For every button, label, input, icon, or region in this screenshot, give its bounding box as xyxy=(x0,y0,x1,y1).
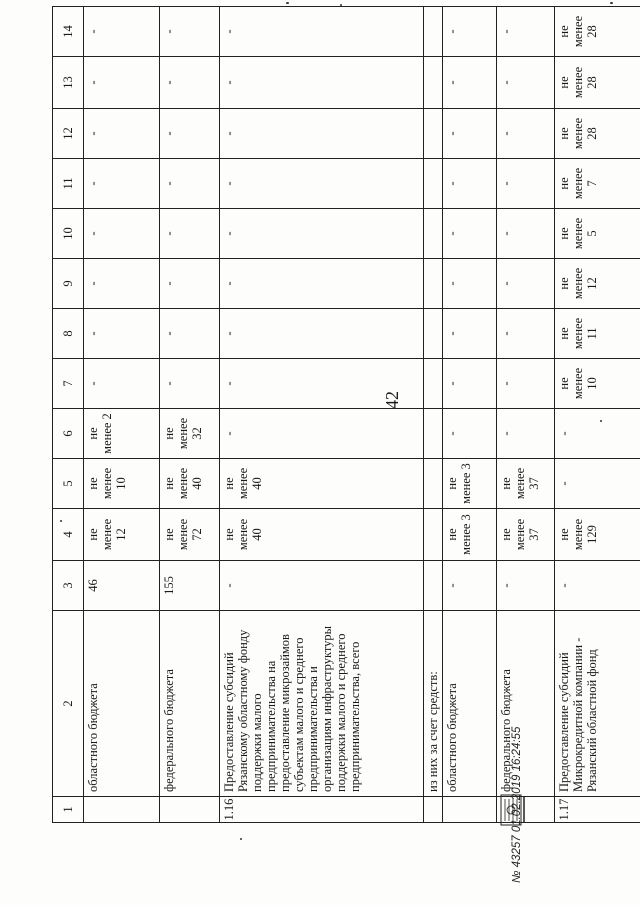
header-cell: 2 xyxy=(53,611,84,797)
value-cell: - xyxy=(443,359,497,409)
value-cell: - xyxy=(220,409,424,459)
value-cell: не менее 12 xyxy=(555,259,640,309)
value-cell: - xyxy=(443,7,497,57)
table-row xyxy=(424,7,443,823)
value-cell: не менее 40 xyxy=(160,459,220,509)
value-cell xyxy=(424,259,443,309)
document-registration-stamp: № 43257 01.02.2019 16:24:55 xyxy=(511,726,523,883)
value-cell xyxy=(424,109,443,159)
value-cell: - xyxy=(160,209,220,259)
value-cell: не менее 2 xyxy=(84,409,160,459)
value-cell xyxy=(424,159,443,209)
value-cell: - xyxy=(84,159,160,209)
value-cell xyxy=(424,561,443,611)
row-description: федерального бюджета xyxy=(497,611,555,797)
table-row xyxy=(160,7,220,823)
value-cell: - xyxy=(443,309,497,359)
header-cell: 11 xyxy=(53,159,84,209)
header-cell: 7 xyxy=(53,359,84,409)
value-cell: не менее 40 xyxy=(220,459,424,509)
value-cell: - xyxy=(220,561,424,611)
row-number xyxy=(424,797,443,823)
header-cell: 1 xyxy=(53,797,84,823)
value-cell: - xyxy=(497,309,555,359)
value-cell: - xyxy=(160,7,220,57)
header-cell: 14 xyxy=(53,7,84,57)
row-description: областного бюджета xyxy=(443,611,497,797)
value-cell: - xyxy=(443,209,497,259)
value-cell: не менее 5 xyxy=(555,209,640,259)
value-cell: - xyxy=(84,109,160,159)
row-description: Предоставление субсидий Микрокредитной компании - Рязанский областной фонд xyxy=(555,611,640,797)
value-cell xyxy=(424,459,443,509)
value-cell xyxy=(424,509,443,561)
value-cell: - xyxy=(84,259,160,309)
value-cell: - xyxy=(443,561,497,611)
value-cell xyxy=(424,359,443,409)
value-cell: не менее 3 xyxy=(443,459,497,509)
value-cell: - xyxy=(84,309,160,359)
value-cell xyxy=(424,409,443,459)
value-cell: - xyxy=(220,309,424,359)
value-cell: - xyxy=(443,159,497,209)
value-cell: не менее 28 xyxy=(555,7,640,57)
row-description: областного бюджета xyxy=(84,611,160,797)
value-cell: - xyxy=(220,7,424,57)
table-header-row xyxy=(53,7,84,823)
value-cell: - xyxy=(160,259,220,309)
value-cell: - xyxy=(555,409,640,459)
value-cell: - xyxy=(84,7,160,57)
row-number: 1.17 xyxy=(555,797,640,823)
value-cell: - xyxy=(555,561,640,611)
header-cell: 13 xyxy=(53,57,84,109)
value-cell: не менее 37 xyxy=(497,509,555,561)
row-number xyxy=(443,797,497,823)
row-number xyxy=(84,797,160,823)
table-row xyxy=(220,7,424,823)
value-cell: не менее 7 xyxy=(555,159,640,209)
table-row xyxy=(443,7,497,823)
header-cell: 4 xyxy=(53,509,84,561)
row-number xyxy=(160,797,220,823)
row-description: из них за счет средств: xyxy=(424,611,443,797)
value-cell: - xyxy=(160,57,220,109)
value-cell: - xyxy=(160,159,220,209)
value-cell: не менее 28 xyxy=(555,109,640,159)
header-cell: 5 xyxy=(53,459,84,509)
header-cell: 10 xyxy=(53,209,84,259)
value-cell: 46 xyxy=(84,561,160,611)
value-cell: не менее 129 xyxy=(555,509,640,561)
value-cell: - xyxy=(443,409,497,459)
header-cell: 12 xyxy=(53,109,84,159)
value-cell: 155 xyxy=(160,561,220,611)
value-cell: - xyxy=(497,159,555,209)
value-cell: - xyxy=(497,7,555,57)
value-cell xyxy=(424,209,443,259)
value-cell: - xyxy=(160,359,220,409)
registration-logo-icon xyxy=(497,793,527,827)
value-cell: - xyxy=(497,561,555,611)
value-cell: - xyxy=(497,409,555,459)
header-cell: 3 xyxy=(53,561,84,611)
value-cell: не менее 40 xyxy=(220,509,424,561)
value-cell: - xyxy=(497,109,555,159)
header-cell: 9 xyxy=(53,259,84,309)
row-number: 1.16 xyxy=(220,797,424,823)
row-description: Предоставление субсидий Рязанскому областному фонду поддержки малого предпринимательства на предоставление микрозаймов субъектам малого и среднего предпринимательства и организациям инфраструктуры поддержки малого и среднего предпринимательства, всего xyxy=(220,611,424,797)
value-cell: не менее 10 xyxy=(84,459,160,509)
header-cell: 8 xyxy=(53,309,84,359)
value-cell: - xyxy=(220,259,424,309)
value-cell: - xyxy=(220,159,424,209)
value-cell: - xyxy=(497,359,555,409)
value-cell: - xyxy=(443,109,497,159)
value-cell: - xyxy=(497,57,555,109)
value-cell: не менее 37 xyxy=(497,459,555,509)
value-cell: - xyxy=(555,459,640,509)
value-cell: - xyxy=(84,57,160,109)
value-cell: - xyxy=(220,57,424,109)
value-cell: - xyxy=(160,309,220,359)
value-cell: не менее 10 xyxy=(555,359,640,409)
value-cell: - xyxy=(84,209,160,259)
table-row xyxy=(497,7,555,823)
value-cell: не менее 32 xyxy=(160,409,220,459)
header-cell: 6 xyxy=(53,409,84,459)
value-cell: - xyxy=(220,109,424,159)
value-cell: - xyxy=(220,359,424,409)
value-cell: - xyxy=(497,209,555,259)
value-cell: не менее 3 xyxy=(443,509,497,561)
value-cell: - xyxy=(497,259,555,309)
value-cell xyxy=(424,309,443,359)
value-cell: - xyxy=(220,209,424,259)
value-cell: не менее 12 xyxy=(84,509,160,561)
value-cell: не менее 72 xyxy=(160,509,220,561)
value-cell: - xyxy=(84,359,160,409)
value-cell: - xyxy=(160,109,220,159)
row-description: федерального бюджета xyxy=(160,611,220,797)
value-cell xyxy=(424,57,443,109)
value-cell: - xyxy=(443,259,497,309)
value-cell: не менее 11 xyxy=(555,309,640,359)
value-cell xyxy=(424,7,443,57)
plan-table xyxy=(52,6,640,823)
value-cell: - xyxy=(443,57,497,109)
value-cell: не менее 28 xyxy=(555,57,640,109)
page-number: 42 xyxy=(382,391,402,409)
table-row xyxy=(555,7,640,823)
table-row xyxy=(84,7,160,823)
